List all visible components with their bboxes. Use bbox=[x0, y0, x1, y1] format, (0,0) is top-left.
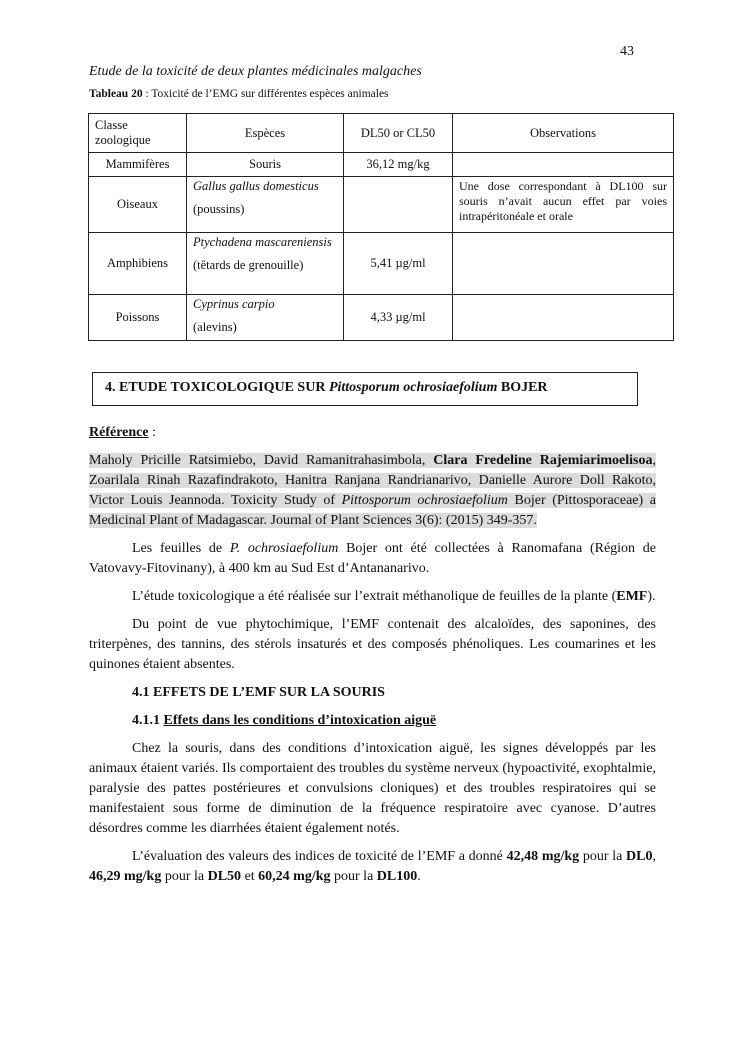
text-run: Bojer ont été collectées à Ranomafana (Région de Vatovavy-Fitovinany), à 400 km au Sud Est d’Antananarivo. bbox=[89, 541, 656, 576]
text-run: , bbox=[652, 849, 656, 864]
text-run: ). bbox=[647, 589, 656, 604]
table-row bbox=[89, 233, 674, 295]
cell-dl50 bbox=[344, 177, 453, 233]
running-header: Etude de la toxicité de deux plantes médicinales malgaches bbox=[89, 64, 422, 79]
text-run: . bbox=[417, 869, 421, 884]
citation-authors-b: , Zoarilala Rinah Razafindrakoto, Hanitra Ranjana Randrianarivo, Danielle Aurore Doll Rakoto, Victor Louis Jeannoda. Toxicity Study of bbox=[89, 453, 657, 508]
species-note: (têtards de grenouille) bbox=[193, 258, 304, 272]
text-run: L’étude toxicologique a été réalisée sur l’extrait méthanolique de feuilles de la plante ( bbox=[132, 589, 617, 604]
cell-classe: Oiseaux bbox=[89, 177, 187, 233]
table-row bbox=[89, 295, 674, 341]
table-header-row bbox=[89, 114, 674, 153]
heading-number: 4.1.1 bbox=[132, 713, 164, 728]
cell-observations bbox=[453, 153, 674, 177]
cell-observations: Une dose correspondant à DL100 sur souris n’avait aucun effet par voies intrapéritonéale et orale bbox=[453, 177, 674, 233]
label-dl100: DL100 bbox=[376, 869, 418, 884]
citation-authors-a: Maholy Pricille Ratsimiebo, David Ramanitrahasimbola, bbox=[89, 453, 434, 468]
paragraph: Du point de vue phytochimique, l’EMF contenait des alcaloïdes, des saponines, des triterpènes, des tannins, des stérols insaturés et des composés phénoliques. Les coumarines et les quinones étaient absentes. bbox=[89, 617, 656, 672]
page-number: 43 bbox=[620, 44, 634, 59]
cell-classe: Mammifères bbox=[89, 153, 187, 177]
text-run: et bbox=[241, 869, 259, 884]
text-run: pour la bbox=[330, 869, 377, 884]
cell-espece bbox=[187, 295, 344, 341]
paragraph bbox=[89, 539, 656, 579]
header-observations: Observations bbox=[453, 114, 674, 153]
species-note: (alevins) bbox=[193, 320, 237, 334]
species-name: Gallus gallus domesticus bbox=[193, 179, 319, 193]
paragraph bbox=[89, 847, 656, 887]
species-note: (poussins) bbox=[193, 202, 245, 216]
value-dl0: 42,48 mg/kg bbox=[506, 849, 580, 864]
value-dl50: 46,29 mg/kg bbox=[89, 869, 162, 884]
reference-heading bbox=[89, 423, 656, 443]
species-name: Cyprinus carpio bbox=[193, 297, 275, 311]
section-title-species: Pittosporum ochrosiaefolium bbox=[328, 380, 498, 395]
heading-title: Effets dans les conditions d’intoxication aiguë bbox=[163, 713, 437, 728]
cell-dl50: 5,41 µg/ml bbox=[344, 233, 453, 295]
emf-abbrev: EMF bbox=[616, 589, 648, 604]
species-name: Ptychadena mascareniensis bbox=[193, 235, 332, 249]
value-dl100: 60,24 mg/kg bbox=[258, 869, 331, 884]
section-title-box bbox=[92, 372, 638, 406]
citation-text bbox=[89, 453, 656, 528]
table-caption bbox=[89, 88, 389, 100]
citation-author-bold: Clara Fredeline Rajemiarimoelisoa bbox=[433, 453, 653, 468]
cell-classe: Poissons bbox=[89, 295, 187, 341]
section-title-prefix: 4. ETUDE TOXICOLOGIQUE SUR bbox=[105, 380, 329, 395]
reference-label: Référence bbox=[89, 425, 149, 440]
header-dl50: DL50 or CL50 bbox=[344, 114, 453, 153]
cell-espece bbox=[187, 233, 344, 295]
header-especes: Espèces bbox=[187, 114, 344, 153]
paragraph: Chez la souris, dans des conditions d’intoxication aiguë, les signes développés par les animaux étaient variés. Ils comportaient des troubles du système nerveux (hypoactivité, exophtalmie, paralysie des pattes postérieures et convulsions cloniques) et des troubles respiratoires qui se manifestaient sous forme de diminution de la fréquence respiratoire avec cyanose. D’autres désordres comme les diarrhées étaient également notés. bbox=[89, 741, 656, 836]
body-text bbox=[89, 423, 656, 895]
table-caption-label: Tableau 20 bbox=[89, 88, 143, 100]
cell-classe: Amphibiens bbox=[89, 233, 187, 295]
heading-4-1-1 bbox=[89, 711, 656, 731]
section-title-suffix: BOJER bbox=[497, 380, 548, 395]
header-classe: Classe zoologique bbox=[89, 114, 187, 153]
cell-dl50: 4,33 µg/ml bbox=[344, 295, 453, 341]
text-run: L’évaluation des valeurs des indices de toxicité de l’EMF a donné bbox=[132, 849, 507, 864]
reference-citation bbox=[89, 451, 656, 531]
cell-observations bbox=[453, 233, 674, 295]
species-italic: P. ochrosiaefolium bbox=[229, 541, 339, 556]
label-dl50: DL50 bbox=[207, 869, 242, 884]
table-caption-text: : Toxicité de l’EMG sur différentes espèces animales bbox=[142, 88, 389, 100]
paragraph bbox=[89, 587, 656, 607]
text-run: Les feuilles de bbox=[132, 541, 230, 556]
citation-species: Pittosporum ochrosiaefolium bbox=[341, 493, 508, 508]
cell-observations bbox=[453, 295, 674, 341]
label-dl0: DL0 bbox=[626, 849, 653, 864]
cell-espece: Souris bbox=[187, 153, 344, 177]
heading-4-1: 4.1 EFFETS DE L’EMF SUR LA SOURIS bbox=[132, 685, 385, 700]
table-row bbox=[89, 153, 674, 177]
cell-espece bbox=[187, 177, 344, 233]
text-run: pour la bbox=[161, 869, 208, 884]
table-row bbox=[89, 177, 674, 233]
reference-colon: : bbox=[148, 425, 156, 440]
text-run: pour la bbox=[579, 849, 627, 864]
citation-rest: Bojer (Pittosporaceae) a Medicinal Plant of Madagascar. Journal of Plant Sciences 3(6): (2015) 349-357. bbox=[89, 493, 657, 528]
toxicity-table bbox=[88, 113, 674, 341]
cell-dl50: 36,12 mg/kg bbox=[344, 153, 453, 177]
